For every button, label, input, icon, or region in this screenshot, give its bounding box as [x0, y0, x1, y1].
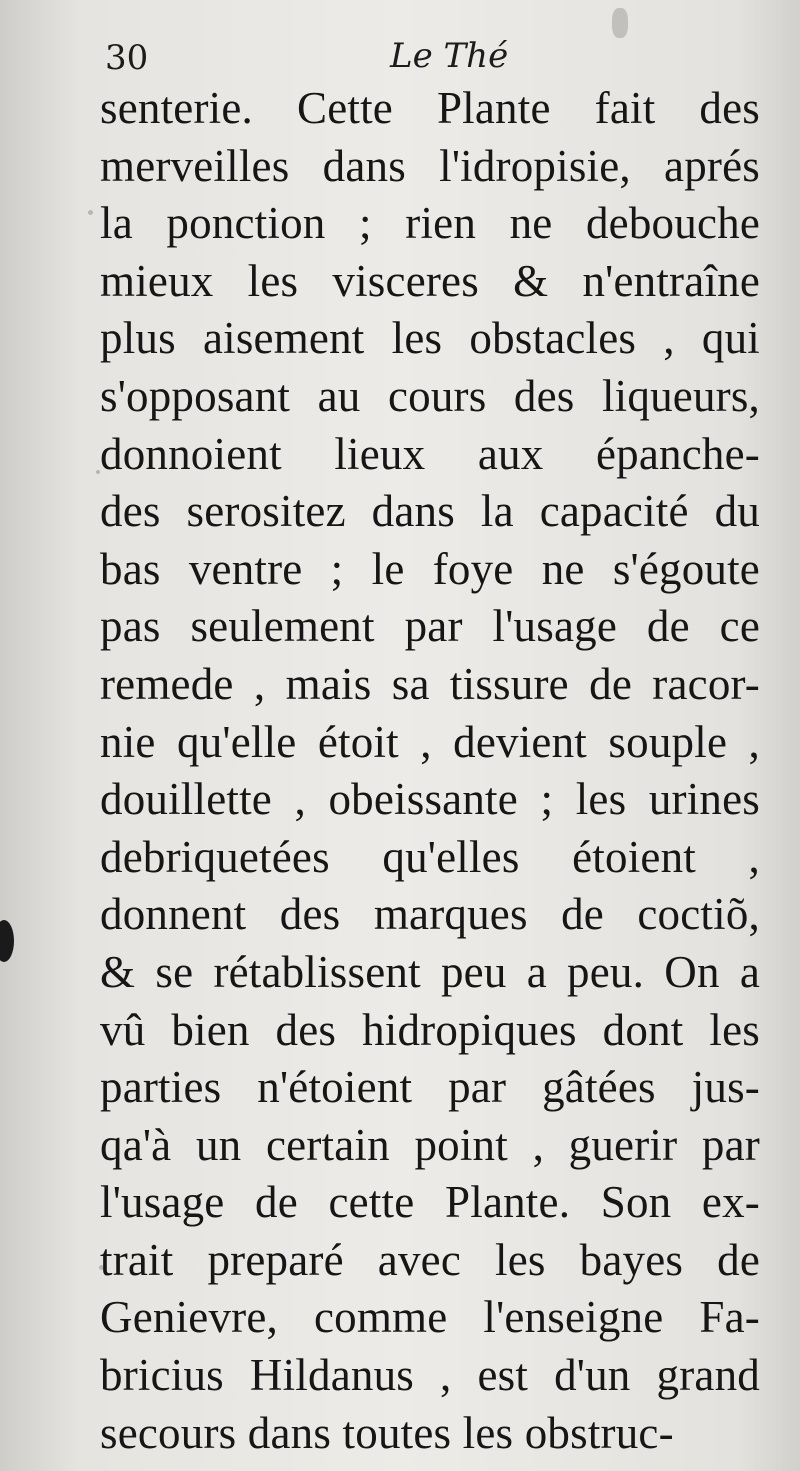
- text-line: parties n'étoient par gâtées jus-: [100, 1062, 760, 1113]
- text-line: bricius Hildanus , est d'un grand: [100, 1350, 760, 1401]
- binding-edge-mark: [0, 920, 14, 962]
- text-line: & se rétablissent peu a peu. On a: [100, 946, 760, 997]
- text-line: mieux les visceres & n'entraîne: [100, 255, 760, 306]
- text-line: l'usage de cette Plante. Son ex-: [100, 1177, 760, 1228]
- text-line: vû bien des hidropiques dont les: [100, 1004, 760, 1055]
- text-line: secours dans toutes les obstruc-: [100, 1407, 674, 1458]
- text-line: senterie. Cette Plante fait des: [100, 83, 760, 133]
- text-line: remede , mais sa tissure de racor-: [100, 658, 760, 709]
- paper-speck: [88, 210, 93, 215]
- body-text: [100, 80, 760, 1462]
- ink-blot: [612, 8, 628, 38]
- text-line: trait preparé avec les bayes de: [100, 1234, 760, 1285]
- text-line: Genievre, comme l'enseigne Fa-: [100, 1292, 760, 1343]
- text-line: merveilles dans l'idropisie, aprés: [100, 140, 760, 191]
- text-line: bas ventre ; le foye ne s'égoute: [100, 543, 760, 594]
- text-line: douillette , obeissante ; les urines: [100, 774, 760, 825]
- running-title: Le Thé: [390, 36, 509, 76]
- text-line: donnoient lieux aux épanche-: [100, 428, 760, 479]
- text-line: s'opposant au cours des liqueurs,: [100, 370, 760, 421]
- text-line: donnent des marques de coctiõ,: [100, 889, 760, 940]
- text-line: debriquetées qu'elles étoient ,: [100, 831, 760, 882]
- text-line: des serositez dans la capacité du: [100, 486, 760, 537]
- text-line: plus aisement les obstacles , qui: [100, 313, 760, 364]
- text-line: pas seulement par l'usage de ce: [100, 601, 760, 652]
- text-line: la ponction ; rien ne debouche: [100, 198, 760, 249]
- page-number: 30: [105, 38, 149, 78]
- text-line: nie qu'elle étoit , devient souple ,: [100, 716, 760, 767]
- text-line: qa'à un certain point , guerir par: [100, 1119, 760, 1170]
